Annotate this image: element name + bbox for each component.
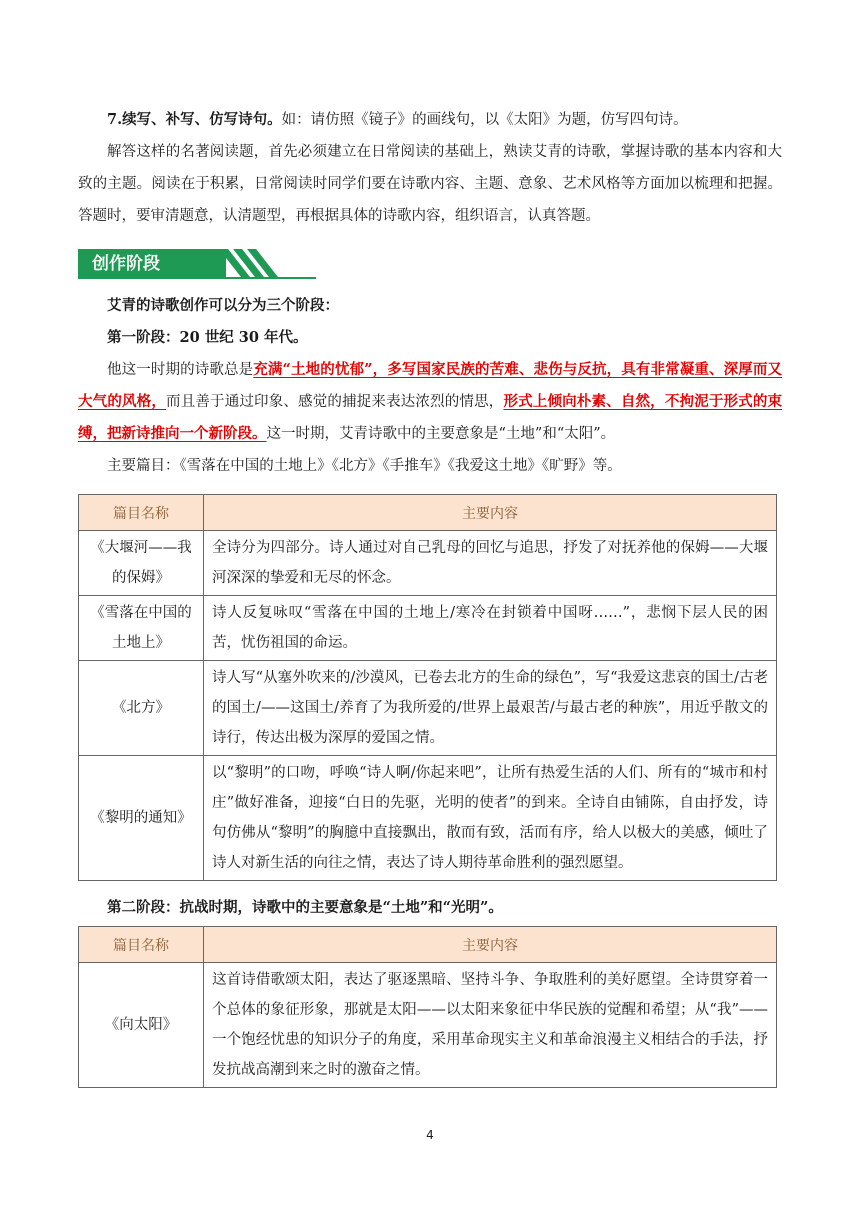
stage1-emphasis-2: 形式上倾向朴素、自然，不拘泥于形式的束缚，把新诗推向一个新阶段。 — [78, 393, 783, 442]
work-name: 《向太阳》 — [79, 963, 204, 1088]
stage1-emphasis-1: 充满“土地的忧郁”，多写国家民族的苦难、悲伤与反抗，具有非常凝重、深厚而又大气的风格， — [78, 361, 782, 410]
table-row — [79, 596, 777, 661]
stage1-table — [78, 494, 777, 881]
table-header-row — [79, 495, 777, 531]
stage2-table — [78, 926, 777, 1088]
header-name: 篇目名称 — [79, 927, 204, 963]
work-name: 《北方》 — [79, 661, 204, 756]
item7-heading: 7.续写、补写、仿写诗句。 — [107, 111, 282, 128]
table-row — [79, 661, 777, 756]
stage1-works: 主要篇目：《雪落在中国的土地上》《北方》《手推车》《我爱这土地》《旷野》等。 — [107, 458, 622, 474]
table-row — [79, 756, 777, 881]
section-banner — [78, 249, 318, 279]
work-content: 诗人反复咏叹“雪落在中国的土地上/寒冷在封锁着中国呀……”，悲悯下层人民的困苦，忧伤祖国的命运。 — [204, 596, 777, 661]
stage1-paragraph — [78, 354, 782, 450]
work-content: 以“黎明”的口吻，呼唤“诗人啊/你起来吧”，让所有热爱生活的人们、所有的“城市和村庄”做好准备，迎接“白日的先驱，光明的使者”的到来。全诗自由铺陈，自由抒发，诗句仿佛从“黎明”的胸臆中直接飘出，散而有致，活而有序，给人以极大的美感，倾吐了诗人对新生活的向往之情，表达了诗人期待革命胜利的强烈愿望。 — [204, 756, 777, 881]
header-name: 篇目名称 — [79, 495, 204, 531]
work-name: 《大堰河——我的保姆》 — [79, 531, 204, 596]
header-content: 主要内容 — [204, 495, 777, 531]
work-content: 这首诗借歌颂太阳，表达了驱逐黑暗、坚持斗争、争取胜利的美好愿望。全诗贯穿着一个总体的象征形象，那就是太阳——以太阳来象征中华民族的觉醒和希望；从“我”——一个饱经忧患的知识分子的角度，采用革命现实主义和革命浪漫主义相结合的手法，抒发抗战高潮到来之时的激奋之情。 — [204, 963, 777, 1088]
table-row — [79, 963, 777, 1088]
banner-underline — [78, 277, 316, 279]
table-header-row — [79, 927, 777, 963]
stage1-text-c: 这一时期，艾青诗歌中的主要意象是“土地”和“太阳”。 — [266, 426, 616, 442]
work-content: 诗人写“从塞外吹来的/沙漠风，已卷去北方的生命的绿色”，写“我爱这悲哀的国土/古老的国土/——这国土/养育了为我所爱的/世界上最艰苦/与最古老的种族”，用近乎散文的诗行，传达出极为深厚的爱国之情。 — [204, 661, 777, 756]
work-name: 《黎明的通知》 — [79, 756, 204, 881]
work-content: 全诗分为四部分。诗人通过对自己乳母的回忆与追思，抒发了对抚养他的保姆——大堰河深深的挚爱和无尽的怀念。 — [204, 531, 777, 596]
item7-text: 如：请仿照《镜子》的画线句，以《太阳》为题，仿写四句诗。 — [281, 112, 688, 128]
stage1-text-a: 他这一时期的诗歌总是 — [107, 362, 254, 378]
intro-block — [78, 104, 782, 232]
header-content: 主要内容 — [204, 927, 777, 963]
advice-paragraph: 解答这样的名著阅读题，首先必须建立在日常阅读的基础上，熟读艾青的诗歌，掌握诗歌的基本内容和大致的主题。阅读在于积累，日常阅读时同学们要在诗歌内容、主题、意象、艺术风格等方面加以梳理和把握。答题时，要审清题意，认清题型，再根据具体的诗歌内容，组织语言，认真答题。 — [78, 144, 782, 224]
work-name: 《雪落在中国的土地上》 — [79, 596, 204, 661]
section-title: 创作阶段 — [78, 249, 226, 279]
item7-line — [78, 104, 782, 136]
stage2-block — [78, 892, 782, 924]
page-number: 4 — [426, 1128, 434, 1142]
stage2-heading: 第二阶段：抗战时期，诗歌中的主要意象是“土地”和“光明”。 — [107, 899, 503, 916]
table-row — [79, 531, 777, 596]
stage1-text-b: 而且善于通过印象、感觉的捕捉来表达浓烈的情思， — [166, 394, 504, 410]
stage1-block — [78, 290, 782, 482]
stages-intro: 艾青的诗歌创作可以分为三个阶段： — [107, 297, 339, 314]
stage1-heading: 第一阶段：20 世纪 30 年代。 — [107, 329, 308, 346]
